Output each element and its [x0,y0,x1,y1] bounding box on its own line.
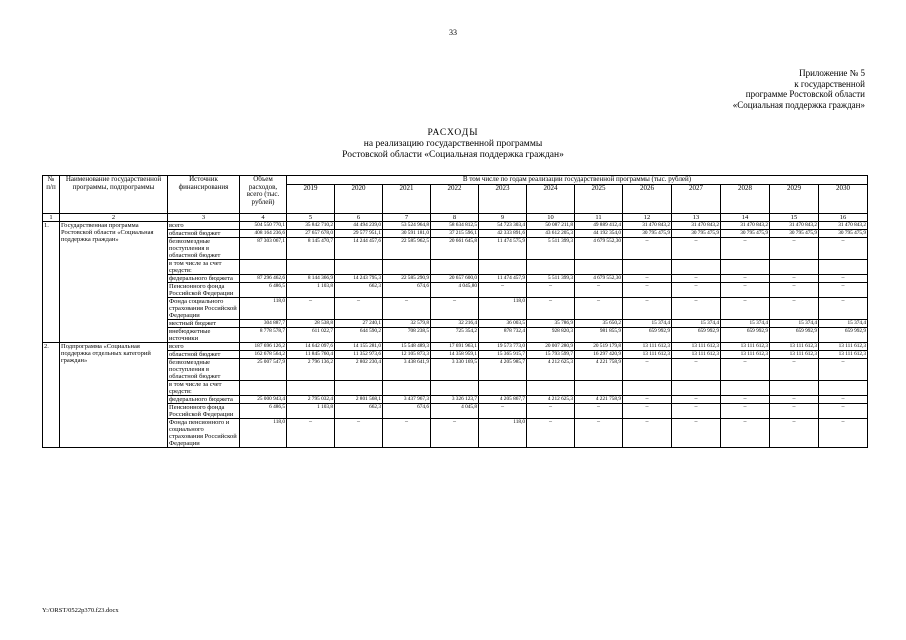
year-value-cell: 14 155 281,0 [335,342,383,350]
year-value-cell [287,380,335,395]
year-value-cell: 15 365 915,7 [479,350,527,358]
year-value-cell: 3 438 641,9 [383,358,431,380]
year-value-cell: 30 591 181,0 [383,229,431,237]
header-year: 2030 [819,184,868,213]
year-value-cell [335,380,383,395]
year-value-cell: 659 992,9 [672,327,721,342]
year-value-cell: 8 144 366,9 [287,274,335,282]
funding-source: безвозмездные поступления в областной бюджет [168,358,240,380]
year-value-cell: – [770,297,819,319]
year-value-cell: – [623,418,672,447]
year-value-cell: – [819,358,868,380]
header-name: Наименование государственной программы, подпрограммы [60,176,168,214]
year-value-cell: 674,6 [383,403,431,418]
column-index-cell: 4 [240,213,287,221]
total-cell: 8 778 578,7 [240,327,287,342]
year-value-cell: – [623,358,672,380]
header-years-caption: В том числе по годам реализации государственной программы (тыс. рублей) [287,176,868,185]
year-value-cell [819,380,868,395]
appendix-line: Приложение № 5 [799,68,865,78]
appendix-line: «Социальная поддержка граждан» [732,99,865,110]
total-cell: 162 678 564,2 [240,350,287,358]
year-value-cell: 53 524 964,8 [383,221,431,229]
total-cell: 6 486,5 [240,282,287,297]
year-value-cell: 43 612 205,3 [527,229,575,237]
year-value-cell: – [431,418,479,447]
funding-source: федерального бюджета [168,274,240,282]
year-value-cell: 13 111 612,3 [721,350,770,358]
year-value-cell: 35 842 710,2 [287,221,335,229]
title-line: РАСХОДЫ [427,128,479,138]
year-value-cell: – [527,282,575,297]
year-value-cell: – [770,418,819,447]
funding-source: Пенсионного фонда Российской Федерации [168,282,240,297]
year-value-cell: – [623,282,672,297]
year-value-cell: – [819,282,868,297]
year-value-cell: 4 212 625,3 [527,395,575,403]
year-value-cell: – [672,297,721,319]
year-value-cell: 20 657 600,0 [431,274,479,282]
year-value-cell: 30 795 475,9 [721,229,770,237]
column-index-cell: 2 [60,213,168,221]
year-value-cell: 14 244 457,6 [335,237,383,259]
column-index-cell: 1 [43,213,60,221]
year-value-cell: – [527,418,575,447]
year-value-cell: 4 221 758,9 [575,358,623,380]
column-index-cell: 3 [168,213,240,221]
year-value-cell: – [721,395,770,403]
appendix-line: к государственной [794,78,865,89]
year-value-cell: 11 474 457,9 [479,274,527,282]
year-value-cell: 31 470 843,2 [770,221,819,229]
year-value-cell: – [287,297,335,319]
year-value-cell: – [479,403,527,418]
total-cell: 408 164 236,6 [240,229,287,237]
year-value-cell: 2 796 136,2 [287,358,335,380]
year-value-cell [527,259,575,274]
year-value-cell: 30 795 475,9 [672,229,721,237]
year-value-cell: – [819,237,868,259]
year-value-cell: 13 111 612,3 [672,342,721,350]
funding-source: местный бюджет [168,319,240,327]
year-value-cell: 32 579,8 [383,319,431,327]
program-name: Государственная программа Ростовской области «Социальная поддержка граждан» [60,221,168,342]
column-index-cell: 11 [575,213,623,221]
year-value-cell: 12 105 873,3 [383,350,431,358]
year-value-cell: – [575,418,623,447]
year-value-cell: 11 845 760,4 [287,350,335,358]
year-value-cell: – [819,297,868,319]
year-value-cell: 13 111 612,3 [721,342,770,350]
year-value-cell: 31 470 843,2 [721,221,770,229]
header-source: Источник финансирования [168,176,240,214]
year-value-cell: 27 240,1 [335,319,383,327]
year-value-cell: 30 795 475,9 [770,229,819,237]
year-value-cell: 11 352 973,6 [335,350,383,358]
year-value-cell [431,380,479,395]
year-value-cell: 20 661 645,8 [431,237,479,259]
year-value-cell: 3 330 169,5 [431,358,479,380]
year-value-cell: 31 470 843,2 [623,221,672,229]
year-value-cell [479,259,527,274]
year-value-cell: 15 374,4 [623,319,672,327]
table-row [43,221,868,229]
year-value-cell: 981 855,9 [575,327,623,342]
year-value-cell: 2 801 568,1 [335,395,383,403]
year-value-cell: – [383,418,431,447]
year-value-cell: 4 679 552,30 [575,274,623,282]
year-value-cell: 14 243 795,3 [335,274,383,282]
funding-source: Фонда пенсионного и социального страхования Российской Федерации [168,418,240,447]
year-value-cell: 8 145 470,7 [287,237,335,259]
year-value-cell: 35 650,2 [575,319,623,327]
year-value-cell: – [623,237,672,259]
year-value-cell: – [623,297,672,319]
year-value-cell: – [672,403,721,418]
header-year: 2025 [575,184,623,213]
header-year: 2028 [721,184,770,213]
year-value-cell: – [819,418,868,447]
funding-source: внебюджетные источники [168,327,240,342]
year-value-cell: 31 470 843,2 [672,221,721,229]
year-value-cell: 674,6 [383,282,431,297]
row-number: 1. [43,221,60,342]
total-cell: 87 303 067,1 [240,237,287,259]
year-value-cell: – [672,418,721,447]
year-value-cell: 659 992,9 [770,327,819,342]
year-value-cell: – [575,282,623,297]
year-value-cell [721,259,770,274]
year-value-cell: – [721,297,770,319]
year-value-cell: – [721,274,770,282]
year-value-cell: 27 657 678,0 [287,229,335,237]
expenses-table [42,175,868,448]
year-value-cell: 14 642 097,6 [287,342,335,350]
total-cell: 504 550 770,1 [240,221,287,229]
title-line: Ростовской области «Социальная поддержка граждан» [342,150,564,160]
funding-source: в том числе за счет средств: [168,259,240,274]
year-value-cell: 4 679 552,30 [575,237,623,259]
year-value-cell [575,380,623,395]
funding-source: областной бюджет [168,350,240,358]
year-value-cell: 13 111 612,3 [623,342,672,350]
total-cell: 304 887,7 [240,319,287,327]
year-value-cell: – [819,403,868,418]
column-index-cell: 15 [770,213,819,221]
year-value-cell [819,259,868,274]
year-value-cell [431,259,479,274]
year-value-cell: – [721,403,770,418]
title-line: на реализацию государственной программы [363,139,543,149]
year-value-cell [623,259,672,274]
year-value-cell: 4 212 625,3 [527,358,575,380]
header-year: 2021 [383,184,431,213]
year-value-cell: – [721,418,770,447]
year-value-cell: – [335,418,383,447]
year-value-cell: 54 723 303,4 [479,221,527,229]
year-value-cell: 35 786,9 [527,319,575,327]
year-value-cell: 22 585 290,9 [383,274,431,282]
year-value-cell: – [721,237,770,259]
header-year: 2024 [527,184,575,213]
year-value-cell [770,380,819,395]
year-value-cell [383,380,431,395]
year-value-cell: 15 374,4 [770,319,819,327]
year-value-cell: 3 326 123,7 [431,395,479,403]
year-value-cell: – [335,297,383,319]
year-value-cell: – [770,403,819,418]
year-value-cell: 28 538,8 [287,319,335,327]
year-value-cell: 15 548 489,3 [383,342,431,350]
year-value-cell: 20 519 179,8 [575,342,623,350]
header-year: 2020 [335,184,383,213]
header-year: 2023 [479,184,527,213]
total-cell [240,380,287,395]
year-value-cell: 15 374,4 [672,319,721,327]
year-value-cell: – [287,418,335,447]
year-value-cell [721,380,770,395]
year-value-cell: 662,3 [335,403,383,418]
year-value-cell: 13 111 612,3 [819,350,868,358]
year-value-cell: 662,3 [335,282,383,297]
header-year: 2022 [431,184,479,213]
year-value-cell: 1 103,8 [287,282,335,297]
year-value-cell: 13 111 612,3 [672,350,721,358]
year-value-cell: 13 111 612,3 [770,342,819,350]
year-value-cell: – [672,274,721,282]
year-value-cell: 20 007 280,9 [527,342,575,350]
total-cell: 25 000 943,4 [240,395,287,403]
year-value-cell: – [672,237,721,259]
year-value-cell: 15 374,4 [819,319,868,327]
year-value-cell: 13 111 612,3 [770,350,819,358]
year-value-cell [623,380,672,395]
year-value-cell: 5 511 399,3 [527,274,575,282]
column-index-cell: 14 [721,213,770,221]
year-value-cell: – [770,274,819,282]
year-value-cell: – [770,282,819,297]
year-value-cell: 49 889 412,4 [575,221,623,229]
column-index-cell: 6 [335,213,383,221]
year-value-cell: 118,0 [479,297,527,319]
row-number: 2. [43,342,60,447]
year-value-cell: 708 238,5 [383,327,431,342]
year-value-cell: – [672,282,721,297]
year-value-cell: 644 590,2 [335,327,383,342]
year-value-cell: – [479,282,527,297]
year-value-cell: 4 045,8 [431,403,479,418]
year-value-cell [575,259,623,274]
column-index-cell: 9 [479,213,527,221]
year-value-cell: – [819,395,868,403]
year-value-cell: 30 795 475,9 [819,229,868,237]
year-value-cell: – [672,395,721,403]
funding-source: областной бюджет [168,229,240,237]
year-value-cell: 29 577 951,1 [335,229,383,237]
year-value-cell [770,259,819,274]
funding-source: федерального бюджета [168,395,240,403]
year-value-cell: 4 221 758,9 [575,395,623,403]
year-value-cell: 50 087 211,8 [527,221,575,229]
table-body [43,213,868,447]
header-year: 2029 [770,184,819,213]
year-value-cell: 2 802 230,4 [335,358,383,380]
year-value-cell: – [770,358,819,380]
year-value-cell: 4 205 985,7 [479,358,527,380]
year-value-cell: 16 297 420,9 [575,350,623,358]
year-value-cell: 878 732,4 [479,327,527,342]
year-value-cell: 32 216,4 [431,319,479,327]
funding-source: Пенсионного фонда Российской Федерации [168,403,240,418]
header-total: Объем расходов, всего (тыс. рублей) [240,176,287,214]
funding-source: всего [168,221,240,229]
total-cell: 6 486,5 [240,403,287,418]
column-index-cell: 8 [431,213,479,221]
year-value-cell: – [721,358,770,380]
year-value-cell: 659 992,9 [819,327,868,342]
year-value-cell: 17 691 963,1 [431,342,479,350]
year-value-cell [335,259,383,274]
year-value-cell: – [770,395,819,403]
year-value-cell: 118,0 [479,418,527,447]
file-path-footer: Y:/ORST/0522p370.f23.docx [42,607,119,614]
year-value-cell: – [575,403,623,418]
document-title [0,128,906,161]
table-area [0,175,906,599]
year-value-cell: – [623,395,672,403]
year-value-cell: 11 474 575,9 [479,237,527,259]
year-value-cell: 659 992,9 [721,327,770,342]
column-index-row [43,213,868,221]
year-value-cell: – [623,403,672,418]
year-value-cell: 4 205 867,7 [479,395,527,403]
total-cell: 187 696 126,2 [240,342,287,350]
total-cell: 87 296 462,6 [240,274,287,282]
column-index-cell: 16 [819,213,868,221]
year-value-cell: – [431,297,479,319]
year-value-cell: – [527,403,575,418]
total-cell [240,259,287,274]
appendix-note [640,68,865,110]
column-index-cell: 5 [287,213,335,221]
year-value-cell: 37 215 596,1 [431,229,479,237]
year-value-cell: 14 358 959,1 [431,350,479,358]
column-index-cell: 13 [672,213,721,221]
column-index-cell: 12 [623,213,672,221]
funding-source: Фонда социального страхования Российской Федерации [168,297,240,319]
year-value-cell: – [819,274,868,282]
year-value-cell: 58 634 812,5 [431,221,479,229]
appendix-line: программе Ростовской области [745,89,865,99]
table-row [43,342,868,350]
year-value-cell: 2 795 032,4 [287,395,335,403]
year-value-cell: 44 192 354,0 [575,229,623,237]
funding-source: безвозмездные поступления в областной бюджет [168,237,240,259]
year-value-cell: – [672,358,721,380]
funding-source: всего [168,342,240,350]
year-value-cell: – [383,297,431,319]
column-index-cell: 10 [527,213,575,221]
total-cell: 118,0 [240,418,287,447]
page-number: 33 [449,28,457,37]
year-value-cell: – [527,297,575,319]
year-value-cell: 611 022,7 [287,327,335,342]
year-value-cell: – [721,282,770,297]
year-value-cell: 13 111 612,3 [623,350,672,358]
total-cell: 118,0 [240,297,287,319]
year-value-cell [383,259,431,274]
year-value-cell: 22 585 962,5 [383,237,431,259]
year-value-cell: 36 003,5 [479,319,527,327]
column-index-cell: 7 [383,213,431,221]
year-value-cell: – [770,237,819,259]
year-value-cell: 30 795 475,9 [623,229,672,237]
year-value-cell [479,380,527,395]
year-value-cell: 1 103,8 [287,403,335,418]
header-year: 2019 [287,184,335,213]
year-value-cell: 42 333 891,6 [479,229,527,237]
year-value-cell: 3 437 967,3 [383,395,431,403]
year-value-cell: – [575,297,623,319]
year-value-cell: 44 494 239,0 [335,221,383,229]
year-value-cell: 31 470 843,2 [819,221,868,229]
year-value-cell [287,259,335,274]
year-value-cell [527,380,575,395]
header-year: 2026 [623,184,672,213]
year-value-cell: 659 992,9 [623,327,672,342]
year-value-cell [672,380,721,395]
header-num: № п/п [43,176,60,214]
funding-source: в том числе за счет средств: [168,380,240,395]
year-value-cell: 4 045,80 [431,282,479,297]
year-value-cell [672,259,721,274]
year-value-cell: 13 111 612,3 [819,342,868,350]
year-value-cell: 15 793 599,7 [527,350,575,358]
year-value-cell: 15 374,4 [721,319,770,327]
total-cell: 25 007 547,9 [240,358,287,380]
year-value-cell: 5 511 399,3 [527,237,575,259]
year-value-cell: – [623,274,672,282]
year-value-cell: 19 573 773,0 [479,342,527,350]
program-name: Подпрограмма «Социальная поддержка отдельных категорий граждан» [60,342,168,447]
year-value-cell: 928 820,3 [527,327,575,342]
header-year: 2027 [672,184,721,213]
year-value-cell: 725 354,2 [431,327,479,342]
